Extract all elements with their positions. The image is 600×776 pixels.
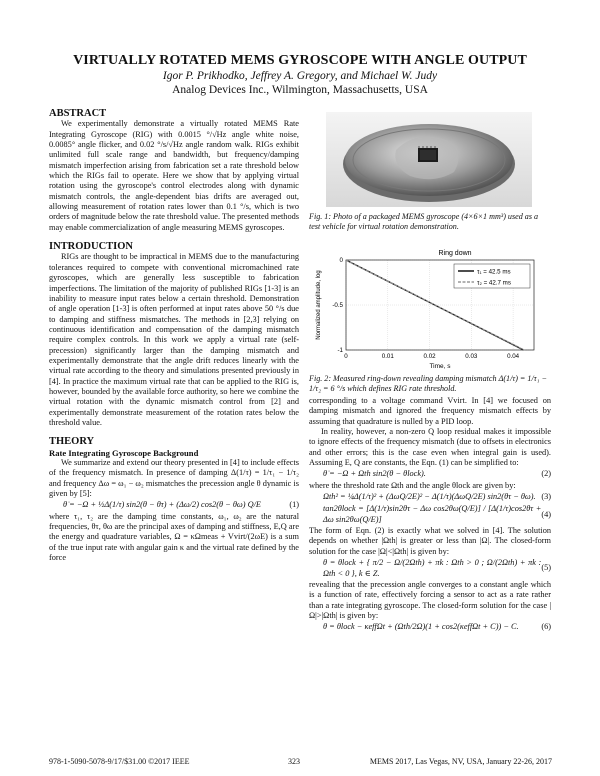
right-paragraph-2: In reality, however, a non-zero Q loop residual makes it impossible to ignore effects of the frequency mismatch (due to offsets in electronics and other errors; this is the case even when integral gain is used). Assuming E, Q are constants, the Eqn. (1) can be simplified to: [309,427,551,468]
chart-x-label: Time, s [429,363,451,370]
equation-3-body: Ωth² = ¼Δ(1/τ)² + (ΔωQ/2E)² − Δ(1/τ)(ΔωQ/2E) sin2(θτ − θω). [323,492,536,502]
equation-4-body: tan2θlock = [Δ(1/τ)sin2θτ − Δω cos2θω(Q/E)] / [Δ(1/τ)cos2θτ + Δω sin2θω(Q/E)] [323,504,542,524]
equation-6-number: (6) [541,622,551,632]
right-paragraph-3: where the threshold rate Ωth and the angle θlock are given by: [309,480,516,490]
theory-heading: THEORY [49,436,95,448]
equation-2-body: θ̇ = −Ω + Ωth sin2(θ − θlock). [323,469,426,479]
equation-2-number: (2) [541,469,551,479]
theory-paragraph-2: where τ₁, τ₂ are the damping time constants, ω₁, ω₂ are the natural frequencies, θτ, θω are the principal axes of damping and stiffness, E,Q are the energy and quadrature variables, Ω = κΩmeas + Vvirt/(2ωE) is a sum of the true input rate with angular gain κ and the virtual rate defined by the force [49,511,299,563]
equation-2 [309,468,551,480]
chart-x-ticks [344,353,519,360]
figure-1-caption: Fig. 1: Photo of a packaged MEMS gyroscope (4×6×1 mm³) used as a test vehicle for virtual rotation demonstration. [309,212,539,231]
right-column [309,374,551,634]
equation-6-body: θ = θlock − κeffΩt + (Ωth/2Ω)(1 + cos2(κeffΩt + C)) − C. [323,622,519,632]
right-paragraph-4: The form of Eqn. (2) is exactly what we solved in [4]. The solution depends on whether |Ωth| is greater or less than |Ω|. The closed-form solution for the case |Ω|<|Ωth| is given by: [309,526,551,556]
introduction-text: RIGs are thought to be impractical in MEMS due to the manufacturing tolerances required to compete with conventional micromachined rate gyroscopes, which are generally less susceptible to fabrication imperfections. The limitation of the majority of published RIGs [1-3] is an inability to measure input rates below a certain threshold. Demonstration of angle operation [1-3] is often performed at input rates above 50 °/s due to damping and stiffness mismatches. The methods in [2,3] relying on continuous identification and compensation of the damping mismatch require complex controls. In this work we apply a virtual rate (self-precession) significantly larger than the damping mismatch and experimentally demonstrate that the angle drift reduces linearly with the virtual rate according to the theory and simulations presented previously in [4]. In practice the maximum virtual rate that can be applied to the RIG is, however, bounded by the available force authority, so here we combine the virtual rotation with the dynamic mismatch control from [2] and experimentally demonstrate measurement of the rotation rates below the threshold value. [49,252,299,427]
right-paragraph-1: corresponding to a voltage command Vvirt. In [4] we focused on damping mismatch and ignored the frequency mismatch effects by assuming that quadrature is nulled by a PID loop. [309,396,551,426]
paper-authors: Igor P. Prikhodko, Jeffrey A. Gregory, and Michael W. Judy [162,70,438,82]
theory-paragraph-1: We summarize and extend our theory presented in [4] to include effects of the frequency mismatch. In presence of damping Δ(1/τ) = 1/τ₁ − 1/τ₂ and frequency Δω = ω₁ − ω₂ mismatches the precession angle θ dynamic is given by [5]: [49,458,299,499]
equation-1 [49,499,299,511]
y-tick-label: -0.5 [332,302,343,309]
theory-subheading: Rate Integrating Gyroscope Background [49,447,199,458]
introduction-heading: INTRODUCTION [49,241,134,253]
abstract-text: We experimentally demonstrate a virtually rotated MEMS Rate Integrating Gyroscope (RIG) with 0.0015 °/√Hz angle white noise, 0.0085° angle flicker, and 0.02 °/s/√Hz angle random walk. RIGs exhibit unlimited full scale range and bandwidth, but frequency/damping mismatch imperfection arising from fabrication set a rate threshold below which the RIGs fail to operate. Here we show that by applying virtual rotation using the gyroscope's control electrodes along with dynamic mismatch controls, the angle-dependent bias drifts are averaged out, allowing measurement of rotation rates lower than 0.1 °/s, which is two orders of magnitude below the rate threshold value. The presented methods may enable commercialization of angle measuring MEMS gyroscopes. [49,119,299,232]
chart-y-ticks [332,257,343,354]
equation-3 [309,491,551,503]
x-tick-label: 0 [344,353,348,360]
chart-title: Ring down [438,250,472,257]
legend-label-1: τ₁ = 42.5 ms [477,268,511,276]
equation-6 [309,621,551,633]
equation-4-number: (4) [541,509,551,519]
x-tick-label: 0.04 [507,353,520,360]
figure-2-chart [310,247,554,371]
equation-5-body: θ = θlock + { π/2 − Ω/(2Ωth) + πk : Ωth > 0 ; Ω/(2Ωth) + πk : Ωth < 0 }, k ∈ Z. [323,558,542,578]
x-tick-label: 0.03 [465,353,478,360]
figure-2-caption: Fig. 2: Measured ring-down revealing damping mismatch Δ(1/τ) = 1/τ₁ − 1/τ₂ = 6 °/s which defines RIG rate threshold. [309,374,547,393]
left-column [49,109,299,563]
paper-affiliation: Analog Devices Inc., Wilmington, Massachusetts, USA [172,84,428,96]
footer-isbn: 978-1-5090-5078-9/17/$31.00 ©2017 IEEE [49,757,190,766]
y-tick-label: 0 [339,257,343,264]
figure-1-photo [326,112,532,207]
abstract-heading: ABSTRACT [49,108,107,119]
x-tick-label: 0.01 [381,353,394,360]
equation-1-number: (1) [289,500,299,510]
legend-label-2: τ₂ = 42.7 ms [477,279,511,287]
equation-5-number: (5) [541,563,551,573]
chart-y-label: Normalized amplitude, log [316,270,322,340]
figure-1-caption-block [309,212,551,232]
equation-3-number: (3) [541,492,551,502]
right-paragraph-5: revealing that the precession angle converges to a constant angle which is a function of rate, effectively forcing a sensor to act as a rate rather than a rate integrating gyroscope. The closed-form solution for the case |Ω|>|Ωth| is given by: [309,579,551,620]
equation-1-body: θ̇ = −Ω + ½Δ(1/τ) sin2(θ − θτ) + (Δω/2) cos2(θ − θω) Q/E [63,500,261,510]
footer-page-number: 323 [288,757,300,766]
equation-4 [309,503,551,526]
equation-5 [309,557,551,580]
y-tick-label: -1 [337,347,343,354]
chart-legend [454,264,530,288]
paper-title: VIRTUALLY ROTATED MEMS GYROSCOPE WITH ANGLE OUTPUT [73,53,527,68]
x-tick-label: 0.02 [423,353,436,360]
footer-conference: MEMS 2017, Las Vegas, NV, USA, January 22-26, 2017 [369,757,552,766]
